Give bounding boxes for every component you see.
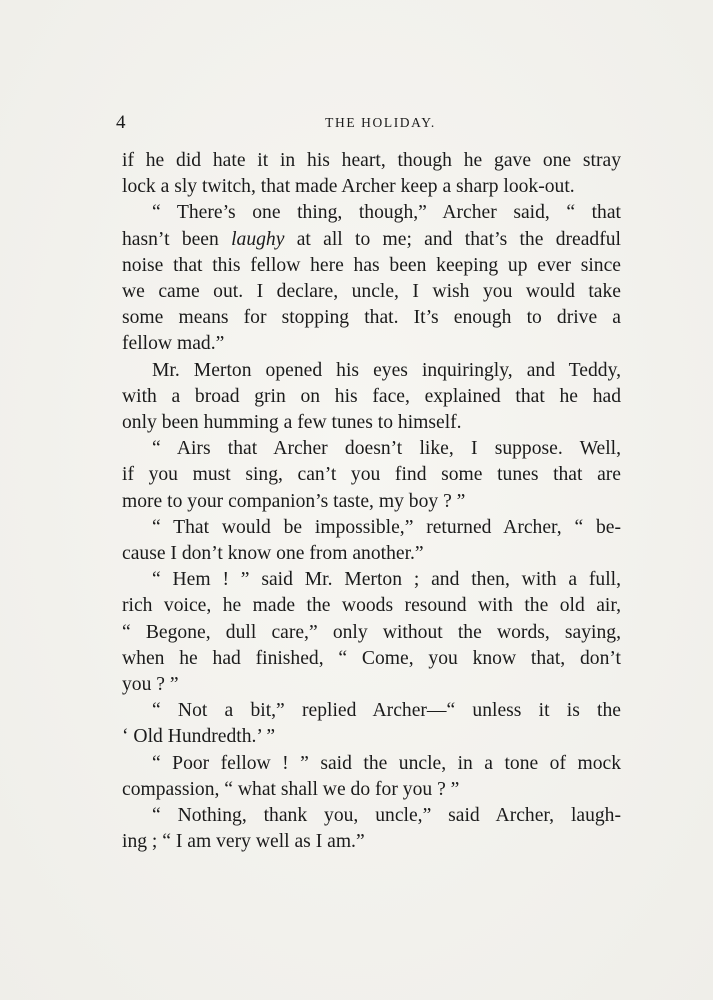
text-line: “ Airs that Archer doesn’t like, I suppose. Well, xyxy=(152,438,621,460)
text-line: when he had finished, “ Come, you know that, don’t xyxy=(122,647,621,669)
text-line: compassion, “ what shall we do for you ? ” xyxy=(122,778,460,800)
running-title: THE HOLIDAY. xyxy=(325,115,436,130)
text-line: “ Hem ! ” said Mr. Merton ; and then, with a full, xyxy=(152,569,621,591)
text-line: ing ; “ I am very well as I am.” xyxy=(122,831,365,853)
text-line: “ That would be impossible,” returned Archer, “ be- xyxy=(152,516,621,538)
text-line xyxy=(122,227,621,253)
text-line: “ Not a bit,” replied Archer—“ unless it is the xyxy=(152,700,621,722)
text-segment: hasn’t been xyxy=(122,228,232,250)
page-number: 4 xyxy=(116,112,126,133)
text-line: Mr. Merton opened his eyes inquiringly, and Teddy, xyxy=(152,359,621,381)
body-text xyxy=(122,148,621,855)
page-header xyxy=(116,112,621,136)
text-line: we came out. I declare, uncle, I wish you would take xyxy=(122,281,621,303)
text-line: rich voice, he made the woods resound with the old air, xyxy=(122,595,621,617)
text-line: you ? ” xyxy=(122,674,179,696)
text-line: with a broad grin on his face, explained that he had xyxy=(122,385,621,407)
text-line: ‘ Old Hundredth.’ ” xyxy=(122,726,276,748)
text-line: only been humming a few tunes to himself. xyxy=(122,412,462,434)
text-line: “ There’s one thing, though,” Archer said, “ that xyxy=(152,202,621,224)
text-line: if he did hate it in his heart, though he gave one stray xyxy=(122,150,621,171)
text-segment: at all to me; and that’s the dreadful xyxy=(284,228,621,250)
text-line: noise that this fellow here has been keeping up ever since xyxy=(122,254,621,276)
text-line: “ Poor fellow ! ” said the uncle, in a tone of mock xyxy=(152,752,621,774)
text-line: some means for stopping that. It’s enough to drive a xyxy=(122,307,621,329)
text-line: fellow mad.” xyxy=(122,333,225,355)
text-line: “ Begone, dull care,” only without the words, saying, xyxy=(122,621,621,643)
italic-word: laughy xyxy=(231,228,285,250)
text-line: “ Nothing, thank you, uncle,” said Archer, laugh- xyxy=(152,805,621,827)
text-line: cause I don’t know one from another.” xyxy=(122,543,424,565)
text-line: lock a sly twitch, that made Archer keep a sharp look-out. xyxy=(122,176,575,198)
text-line: more to your companion’s taste, my boy ? ” xyxy=(122,490,466,512)
text-line: if you must sing, can’t you find some tunes that are xyxy=(122,464,621,486)
